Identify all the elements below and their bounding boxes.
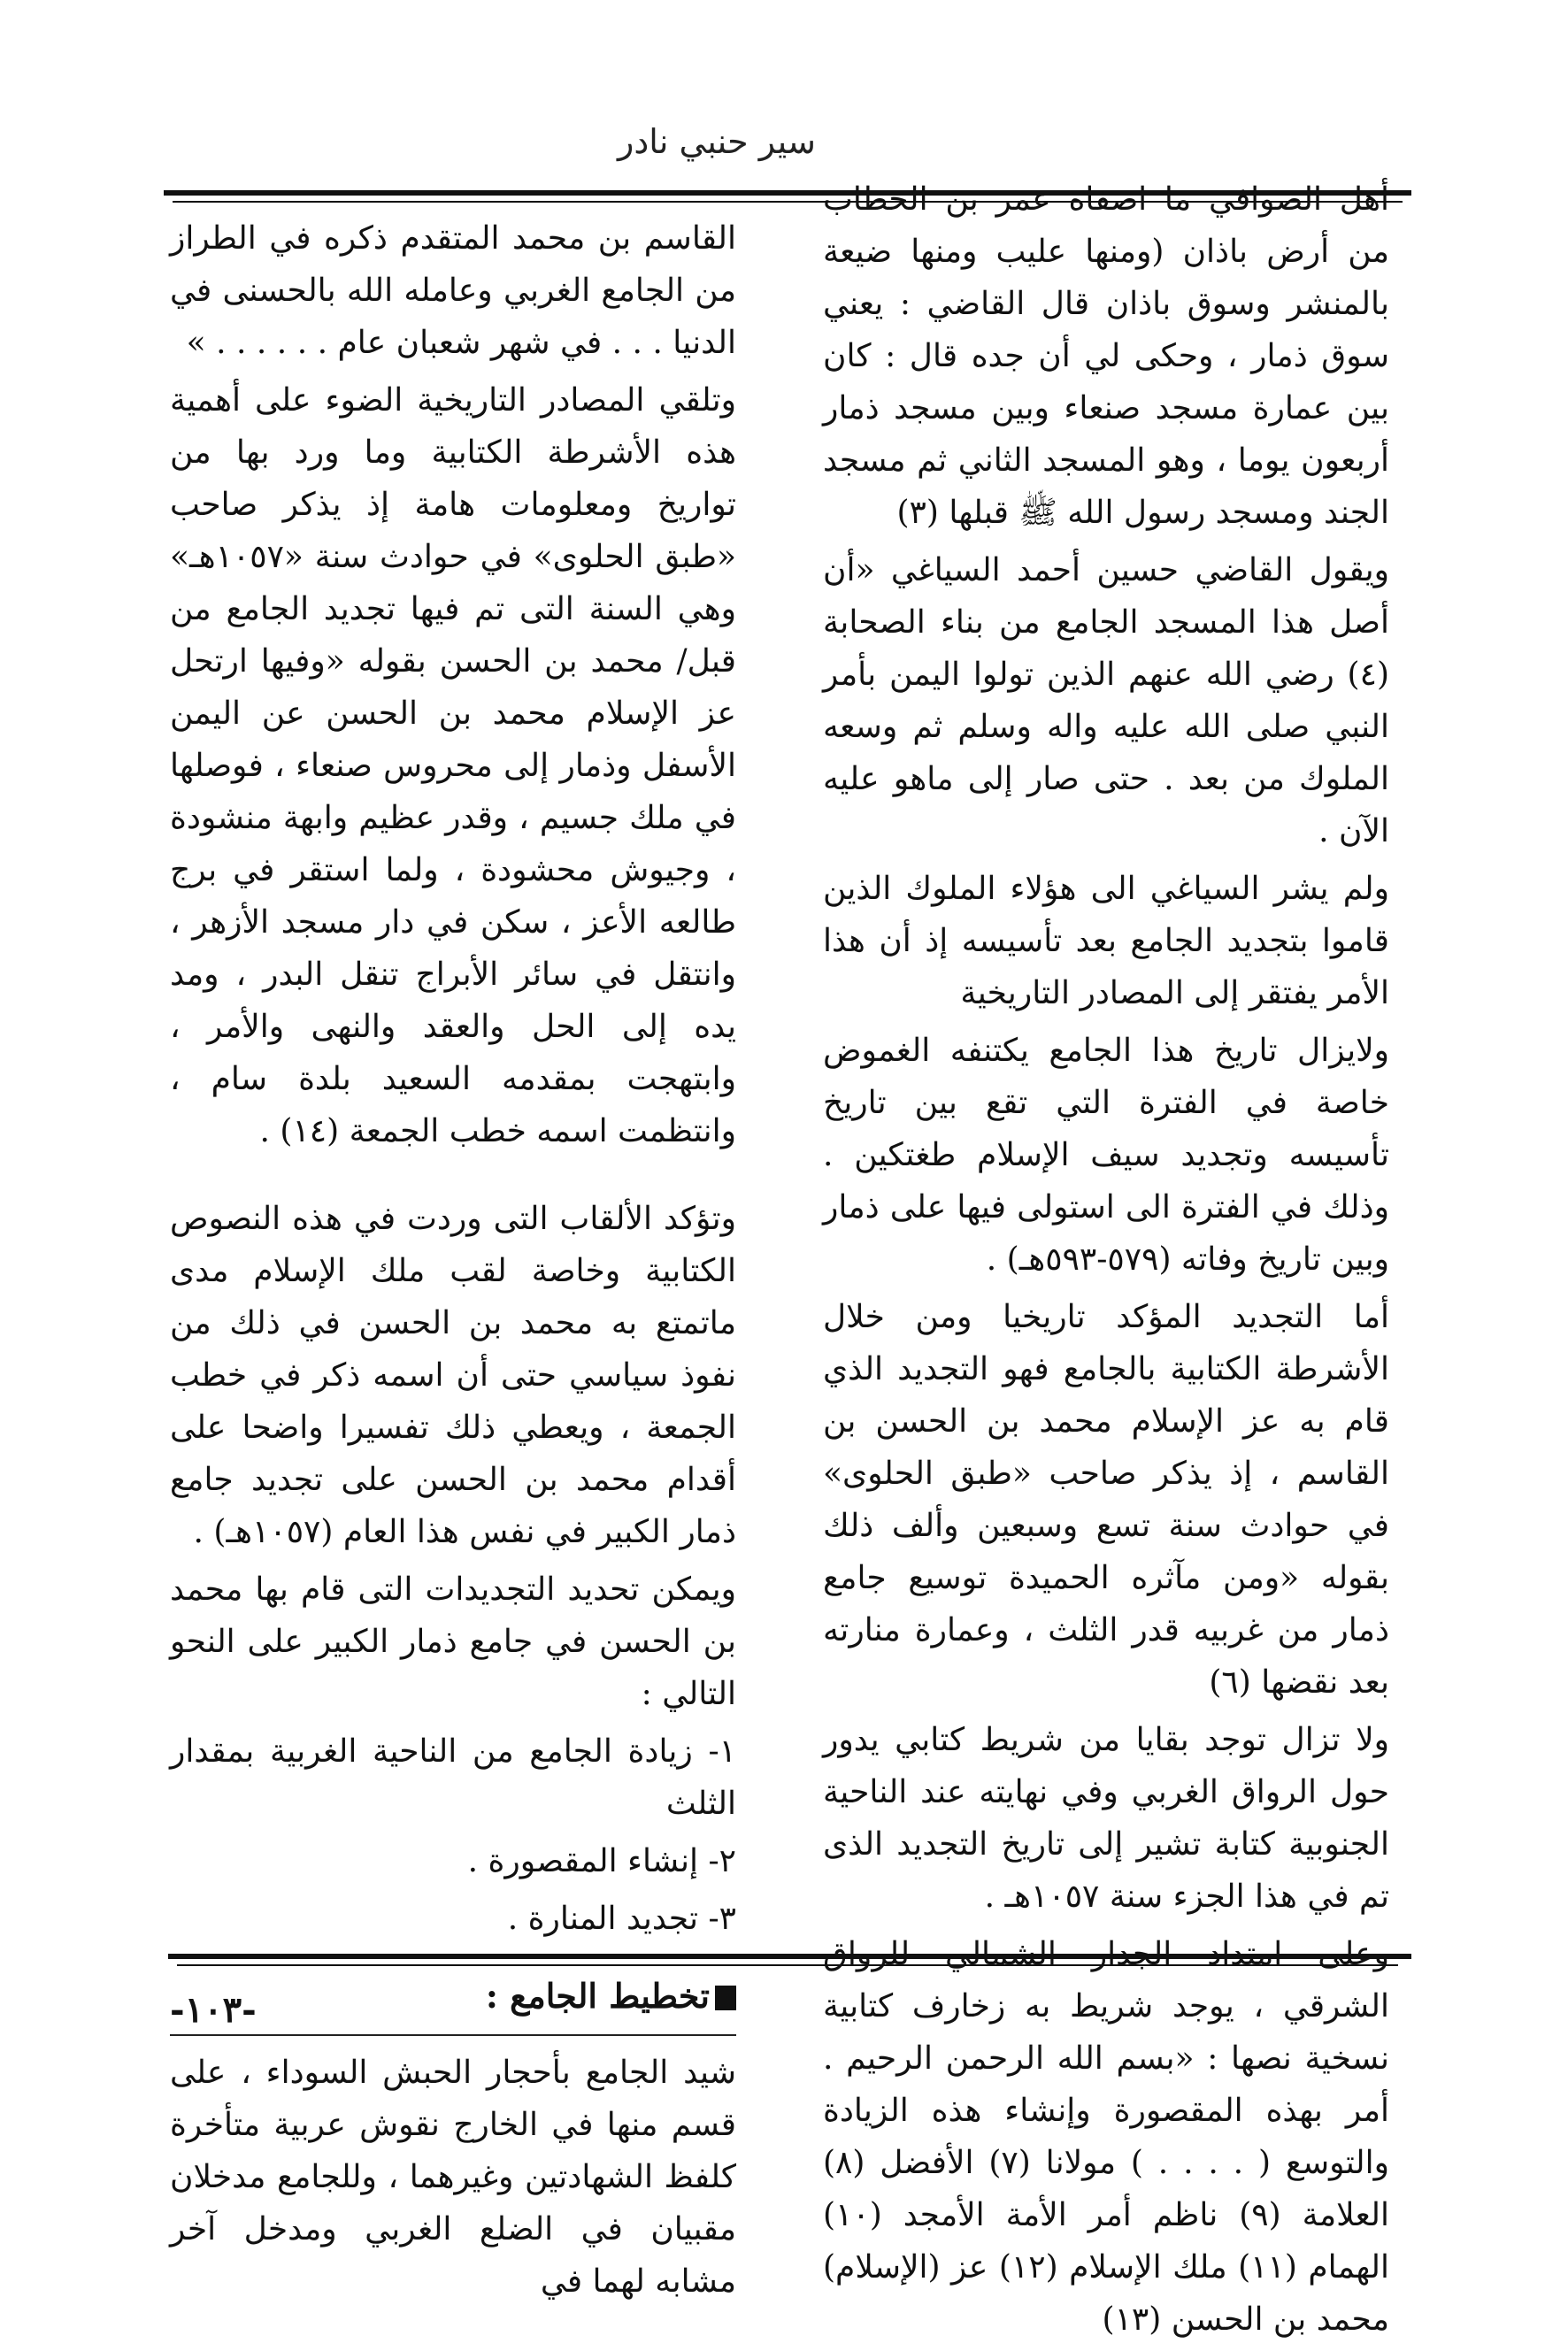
paragraph: شيد الجامع بأحجار الحبش السوداء ، على قسم منها في الخارج نقوش عربية متأخرة كلفظ الشهادتين وغيرهما ، وللجامع مدخلان مقبيان في الضلع الغربي ومدخل آخر مشابه لهما في [170, 2055, 736, 2300]
paragraph: وتلقي المصادر التاريخية الضوء على أهمية هذه الأشرطة الكتابية وما ورد بها من تواريخ ومعلومات هامة إذ يذكر صاحب «طبق الحلوى» في حوادث سنة «١٠٥٧هـ» وهي السنة التى تم فيها تجديد الجامع من قبل/ محمد بن الحسن بقوله «وفيها ارتحل عز الإسلام محمد بن الحسن عن اليمن الأسفل وذمار إلى محروس صنعاء ، فوصلها في ملك جسيم ، وقدر عظيم وابهة منشودة ، وجيوش محشودة ، ولما استقر في برج طالعه الأعز ، سكن في دار مسجد الأزهر ، وانتقل في سائر الأبراج تنقل البدر ، ومد يده إلى الحل والعقد والنهى والأمر ، وابتهجت بمقدمه السعيد بلدة سام ، وانتظمت اسمه خطب الجمعة (١٤) . [170, 382, 736, 1149]
page-number: -١٠٣- [170, 1989, 257, 2031]
paragraph: ويمكن تحديد التجديدات التى قام بها محمد بن الحسن في جامع ذمار الكبير على النحو التالي : [170, 1571, 736, 1712]
right-column [823, 173, 1389, 2351]
paragraph: ولا تزال توجد بقايا من شريط كتابي يدور حول الرواق الغربي وفي نهايته عند الناحية الجنوبية كتابة تشير إلى تاريخ التجديد الذى تم في هذا الجزء سنة ١٠٥٧هـ . [823, 1722, 1389, 1915]
paragraph: القاسم بن محمد المتقدم ذكره في الطراز من الجامع الغربي وعامله الله بالحسنى في الدنيا . . . في شهر شعبان عام . . . . . . » [170, 220, 736, 361]
running-title: سير حنبي نادر [618, 122, 816, 161]
paragraph: وتؤكد الألقاب التى وردت في هذه النصوص الكتابية وخاصة لقب ملك الإسلام مدى ماتمتع به محمد بن الحسن في ذلك من نفوذ سياسي حتى أن اسمه ذكر في خطب الجمعة ، ويعطي ذلك تفسيرا واضحا على أقدام محمد بن الحسن على تجديد جامع ذمار الكبير في نفس هذا العام (١٠٥٧هـ) . [170, 1201, 736, 1550]
footer-rule-thin [177, 1964, 1398, 1966]
paragraph: ويقول القاضي حسين أحمد السياغي «أن أصل هذا المسجد الجامع من بناء الصحابة (٤) رضي الله عنهم الذين تولوا اليمن بأمر النبي صلى الله عليه واله وسلم ثم وسعه الملوك من بعد . حتى صار إلى ماهو عليه الآن . [823, 552, 1389, 849]
list-item: ١- زيادة الجامع من الناحية الغربية بمقدار الثلث [170, 1733, 736, 1822]
paragraph-gap [170, 1163, 736, 1193]
list-item: ٢- إنشاء المقصورة . [467, 1843, 736, 1879]
footer-rule-thick [168, 1954, 1411, 1959]
list-item: ٣- تجديد المنارة . [507, 1901, 736, 1937]
section-rule-bottom [170, 2034, 736, 2036]
square-bullet-icon [715, 1986, 736, 2010]
paragraph: ولم يشر السياغي الى هؤلاء الملوك الذين قاموا بتجديد الجامع بعد تأسيسه إذ أن هذا الأمر يفتقر إلى المصادر التاريخية [823, 871, 1389, 1011]
paragraph: أهل الصوافي ما اصفاه عمر بن الخطاب من أرض باذان (ومنها عليب ومنها ضيعة بالمنشر وسوق باذان قال القاضي : يعني سوق ذمار ، وحكى لي أن جده قال : كان بين عمارة مسجد صنعاء وبين مسجد ذمار أربعون يوما ، وهو المسجد الثاني ثم مسجد الجند ومسجد رسول الله ﷺ قبلها (٣) [823, 181, 1389, 531]
section-heading-text: تخطيط الجامع : [485, 1976, 710, 2016]
paragraph: الشرقي ، يوجد شريط به زخارف كتابية نسخية نصها : «بسم الله الرحمن الرحيم . أمر بهذه المقصورة وإنشاء هذه الزيادة والتوسع ( . . . . ) مولانا (٧) الأفضل (٨) العلامة (٩) ناظم أمر الأمة الأمجد (١٠) الهمام (١١) ملك الإسلام (١٢) عز (الإسلام) محمد بن الحسن (١٣) [823, 1988, 1390, 2338]
paragraph: أما التجديد المؤكد تاريخيا ومن خلال الأشرطة الكتابية بالجامع فهو التجديد الذي قام به عز الإسلام محمد بن الحسن بن القاسم ، إذ يذكر صاحب «طبق الحلوى» في حوادث سنة تسع وسبعين وألف ذلك بقوله «ومن مآثره الحميدة توسيع جامع ذمار من غربيه قدر الثلث ، وعمارة منارته بعد نقضها (٦) [823, 1299, 1389, 1701]
paragraph: ولايزال تاريخ هذا الجامع يكتنفه الغموض خاصة في الفترة التي تقع بين تاريخ تأسيسه وتجديد سيف الإسلام طغتكين . وذلك في الفترة الى استولى فيها على ذمار وبين تاريخ وفاته (٥٧٩-٥٩٣هـ) . [823, 1033, 1389, 1278]
